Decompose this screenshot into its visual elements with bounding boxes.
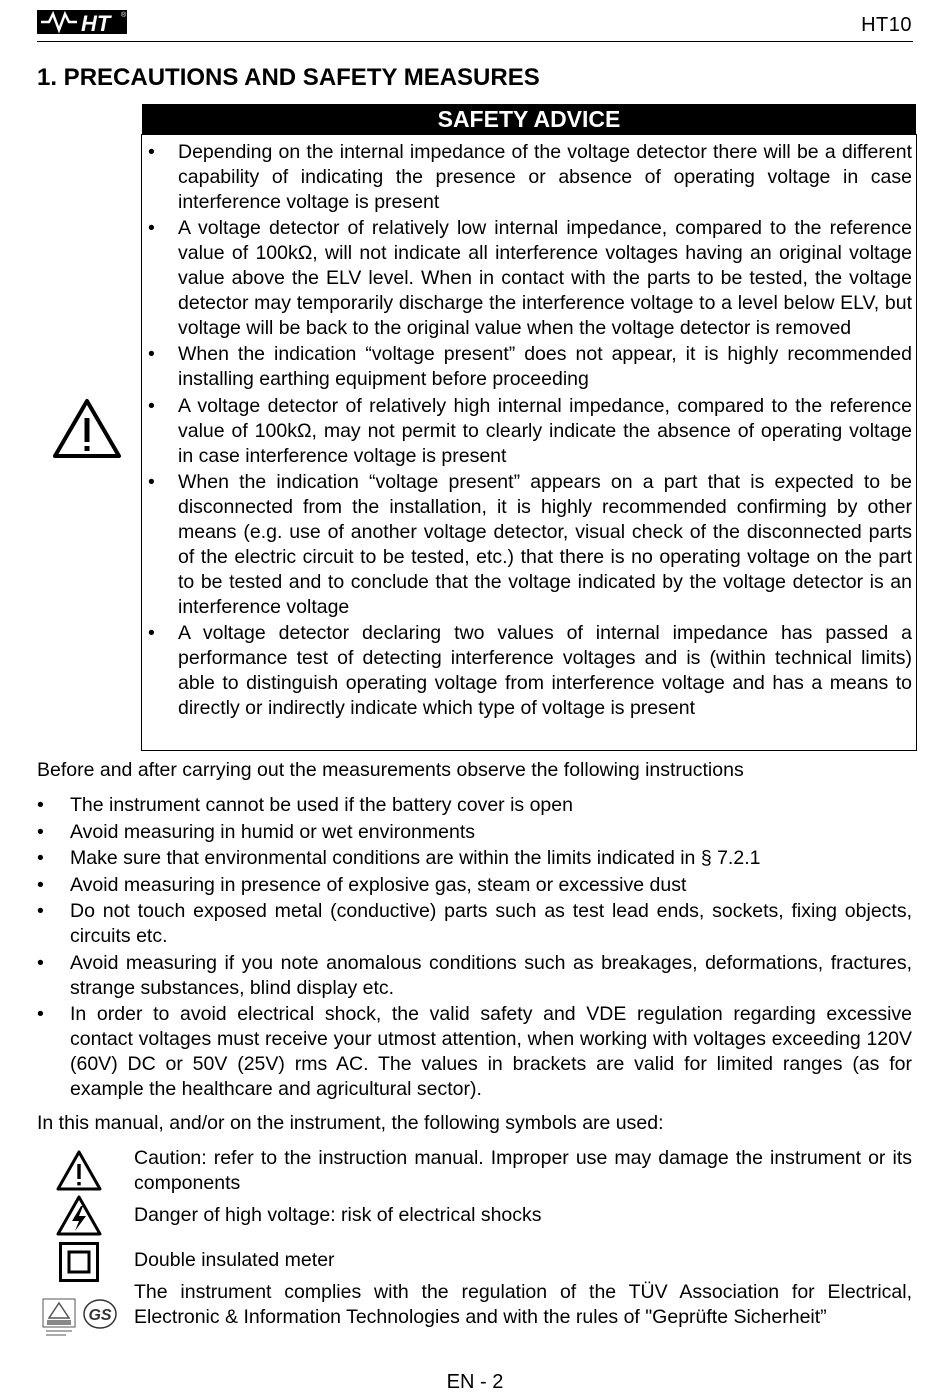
double-insulation-icon [59,1242,99,1282]
svg-text:HT: HT [81,11,111,36]
list-item: • Avoid measuring in presence of explosive gas, steam or excessive dust [37,873,912,898]
section-title: 1. PRECAUTIONS AND SAFETY MEASURES [37,64,540,91]
list-item: • The instrument cannot be used if the battery cover is open [37,793,912,818]
instructions-list [37,793,912,1104]
list-item: • When the indication “voltage present” appears on a part that is expected to be disconnected from the installation, it is highly recommended confirming by other means (e.g. use of another voltage detector, visual check of the disconnected parts of the electric circuit to be tested, etc.) that there is no operating voltage on the part to be tested and to conclude that the voltage indicated by the voltage detector is an interference voltage [142,470,912,620]
model-name: HT10 [861,14,912,36]
high-voltage-icon [56,1195,102,1237]
warning-triangle-icon [52,398,122,460]
page-number: EN - 2 [446,1371,504,1393]
safety-advice-list [142,140,912,722]
list-item: • Do not touch exposed metal (conductive) parts such as test lead ends, sockets, fixing objects, circuits etc. [37,899,912,949]
list-item: • Avoid measuring in humid or wet environments [37,820,912,845]
double-insulation-text: Double insulated meter [134,1249,335,1271]
high-voltage-text: Danger of high voltage: risk of electrical shocks [134,1204,542,1226]
list-item: • In order to avoid electrical shock, the valid safety and VDE regulation regarding excessive contact voltages must receive your utmost attention, when working with voltages exceeding 120V (60V) DC or 50V (25V) rms AC. The values in brackets are valid for limited ranges (as for example the healthcare and agricultural sector). [37,1002,912,1102]
caution-text: Caution: refer to the instruction manual. Improper use may damage the instrument or its components [134,1147,912,1194]
svg-text:GS: GS [88,1307,112,1324]
tuv-text: The instrument complies with the regulation of the TÜV Association for Electrical, Electronic & Information Technologies and with the rules of "Geprüfte Sicherheit” [134,1281,912,1328]
list-item: • A voltage detector of relatively low internal impedance, compared to the reference value of 100kΩ, will not indicate all interference voltages having an original voltage value above the ELV level. When in contact with the parts to be tested, the voltage detector may temporarily discharge the interference voltage to a level below ELV, but voltage will be back to the original value when the voltage detector is removed [142,216,912,341]
list-item: • A voltage detector of relatively high internal impedance, compared to the reference value of 100kΩ, may not permit to clearly indicate the absence of operating voltage in case interference voltage is present [142,394,912,469]
safety-advice-heading: SAFETY ADVICE [142,104,916,134]
symbols-intro: In this manual, and/or on the instrument, the following symbols are used: [37,1112,664,1134]
header-divider [37,41,913,42]
list-item: • Make sure that environmental conditions are within the limits indicated in § 7.2.1 [37,846,912,871]
list-item: • When the indication “voltage present” does not appear, it is highly recommended installing earthing equipment before proceeding [142,342,912,392]
svg-text:®: ® [121,12,127,19]
caution-icon [56,1150,102,1192]
list-item: • Avoid measuring if you note anomalous conditions such as breakages, deformations, fractures, strange substances, blind display etc. [37,951,912,1001]
tuv-gs-mark-icon [42,1298,118,1338]
ht-logo [37,8,129,36]
instructions-intro: Before and after carrying out the measurements observe the following instructions [37,759,744,781]
list-item: • A voltage detector declaring two values of internal impedance has passed a performance test of detecting interference voltages and is (within technical limits) able to distinguish operating voltage from interference voltage and has a means to directly or indirectly indicate which type of voltage is present [142,621,912,721]
list-item: • Depending on the internal impedance of the voltage detector there will be a different capability of indicating the presence or absence of operating voltage in case interference voltage is present [142,140,912,215]
